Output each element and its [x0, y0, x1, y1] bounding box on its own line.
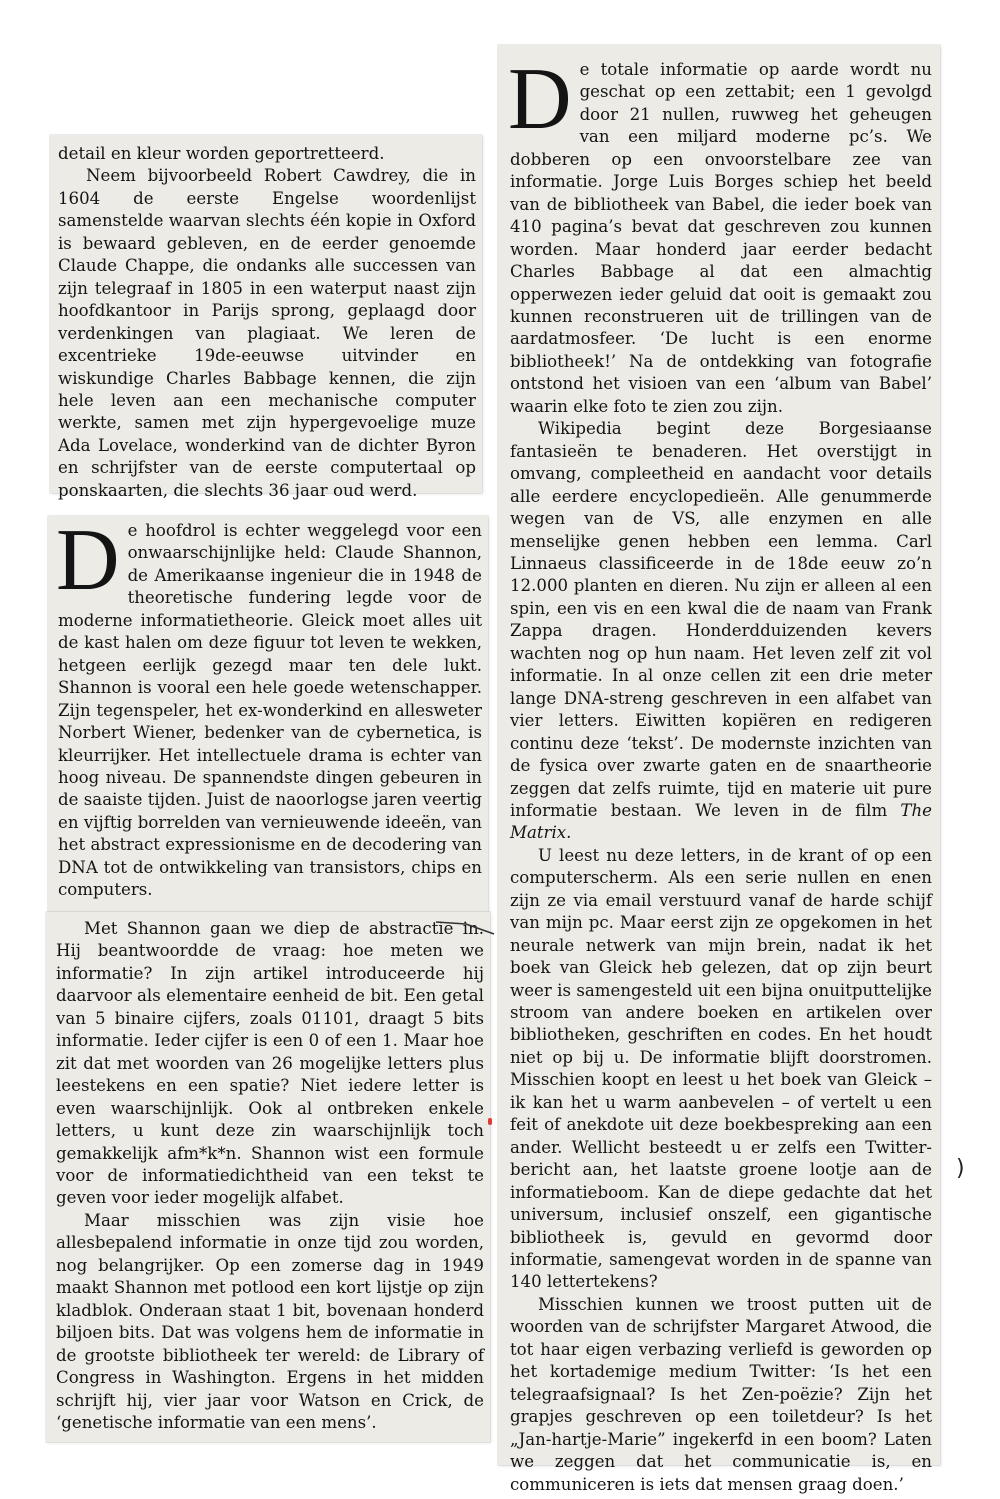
paragraph [56, 512, 482, 902]
clipping-top-left [50, 135, 482, 500]
film-title: The Matrix. [510, 800, 932, 843]
paragraph: Met Shannon gaan we diep de abstractie in. Hij beantwoordde de vraag: hoe meten we informatie? In zijn artikel introduceerde hij daarvoor als elementaire eenheid de bit. Een getal van 5 binaire cijfers, zoals 01101, draagt 5 bits informatie. Ieder cijfer is een 0 of een 1. Maar hoe zit dat met woorden van 26 mogelijke letters plus leestekens en een spatie? Niet iedere letter is even waarschijnlijk. Ook al ontbreken enkele letters, u kunt deze zin waarschijnlijk toch gemakkelijk afm*k*n. Shannon wist een formule voor de informatiedichtheid van een tekst te geven voor ieder mogelijk alfabet. [56, 919, 484, 1208]
clipping-right [498, 45, 940, 1494]
paragraph: Misschien kunnen we troost putten uit de woorden van de schrijfster Margaret Atwood, die tot haar eigen verbazing verliefd is geworden op het kortademige medium Twitter: ‘Is het een telegraafsignaal? Is het Zen-poëzie? Zijn het grapjes geschreven op een toiletdeur? Is het „Jan-hartje-Marie” ingekerfd in een boom? Laten we zeggen dat het communicatie is, en communiceren is iets dat mensen graag doen.’ [510, 1294, 932, 1494]
paragraph: detail en kleur worden geportretteerd. [58, 144, 385, 163]
clipping-middle-left [48, 512, 488, 912]
drop-cap: D [508, 51, 572, 148]
paragraph: U leest nu deze letters, in de krant of op een computerscherm. Als een serie nullen en enen zijn ze via email verstuurd vanaf de harde schijf van mijn pc. Maar eerst zijn ze opgekomen in het neurale netwerk van mijn brein, nadat ik het boek van Gleick heb gelezen, dat op zijn beurt weer is samengesteld uit een bijna onuitputtelijke stroom van andere boeken en artikelen over bibliotheken, geschriften en codes. En het houdt niet op bij u. De informatie blijft doorstromen. Misschien koopt en leest u het boek van Gleick – ik kan het u warm aanbevelen – of vertelt u een feit of anekdote uit deze boekbespreking aan een ander. Wellicht besteedt u er zelfs een Twitter-bericht aan, het laatste groene lootje aan de informatieboom. Kan de diepe gedachte dat het universum, inclusief onszelf, een gigantische bibliotheek is, gevuld en gevormd door informatie, samengevat worden in de spanne van 140 lettertekens? [510, 845, 932, 1292]
paragraph: Neem bijvoorbeeld Robert Cawdrey, die in 1604 de eerste Engelse woordenlijst samenstelde waarvan slechts één kopie in Oxford is bewaard gebleven, en de eerder genoemde Claude Chappe, die ondanks alle successen van zijn telegraaf in 1805 in een waterput naast zijn hoofdkantoor in Parijs sprong, geplaagd door verdenkingen van plagiaat. We leren de excentrieke 19de-eeuwse uitvinder en wiskundige Charles Babbage kennen, die zijn hele leven aan een mechanische computer werkte, samen met zijn hypergevoelige muze Ada Lovelace, wonderkind van de dichter Byron en schrijfster van de eerste computertaal op ponskaarten, die slechts 36 jaar oud werd. [58, 166, 476, 500]
paragraph-text: e totale informatie op aarde wordt nu geschat op een zettabit; een 1 gevolgd door 21 nullen, ruwweg het geheugen van een miljard moderne pc’s. We dobberen op een onvoorstelbare zee van informatie. Jorge Luis Borges schiep het beeld van de bibliotheek van Babel, die ieder boek van 410 pagina’s bevat dat geschreven zou kunnen worden. Maar honderd jaar eerder bedacht Charles Babbage al dat een almachtig opperwezen ieder geluid dat ooit is gemaakt zou kunnen reconstrueren uit de trillingen van de aardatmosfeer. ‘De lucht is een enorme bibliotheek!’ Na de ontdekking van fotografie ontstond het visioen van een ‘album van Babel’ waarin elke foto te zien zou zijn. [510, 60, 932, 416]
pencil-mark: ) [956, 1156, 965, 1181]
drop-cap: D [56, 512, 120, 609]
paragraph-text: e hoofdrol is echter weggelegd voor een onwaarschijnlijke held: Claude Shannon, de Amerikaanse ingenieur die in 1948 de theoretische fundering legde voor de moderne informatietheorie. Gleick moet alles uit de kast halen om deze figuur tot leven te wekken, hetgeen eerlijk gezegd maar ten dele lukt. Shannon is vooral een hele goede wetenschapper. Zijn tegenspeler, het ex-wonderkind en allesweter Norbert Wiener, bedenker van de cybernetica, is kleurrijker. Het intellectuele drama is echter van hoog niveau. De spannendste dingen gebeuren in de saaiste tijden. Juist de naoorlogse jaren veertig en vijftig borrelden van vernieuwende ideeën, van het abstract expressionisme en de decodering van DNA tot de ontwikkeling van transistors, chips en computers. [58, 521, 482, 900]
paragraph [508, 51, 932, 418]
red-ink-mark [488, 1118, 492, 1125]
torn-edge-line [436, 918, 496, 936]
paragraph-text: Wikipedia begint deze Borgesiaanse fantasieën te benaderen. Het overstijgt in omvang, compleetheid en aandacht voor details alle eerdere encyclopedieën. Alle genummerde wegen van de VS, alle enzymen en alle menselijke genen hebben een lemma. Carl Linnaeus classificeerde in de 18de eeuw zo’n 12.000 planten en dieren. Nu zijn er alleen al een spin, een vis en een kwal die de naam van Frank Zappa dragen. Honderdduizenden kevers wachten nog op hun naam. Het leven zelf zit vol informatie. In al onze cellen zit een drie meter lange DNA-streng geschreven in een alfabet van vier letters. Eiwitten kopiëren en redigeren continu deze ‘tekst’. De modernste inzichten van de fysica over zwarte gaten en de snaartheorie zeggen dat zelfs ruimte, tijd en materie uit pure informatie bestaan. We leven in de film [510, 419, 932, 820]
paragraph [510, 418, 932, 845]
clipping-bottom-left [46, 912, 490, 1442]
paragraph: Maar misschien was zijn visie hoe allesbepalend informatie in onze tijd zou worden, nog belangrijker. Op een zomerse dag in 1949 maakt Shannon met potlood een kort lijstje op zijn kladblok. Onderaan staat 1 bit, bovenaan honderd biljoen bits. Dat was volgens hem de informatie in de grootste bibliotheek ter wereld: de Library of Congress in Washington. Ergens in het midden schrijft hij, vier jaar voor Watson en Crick, de ‘genetische informatie van een mens’. [56, 1210, 484, 1432]
